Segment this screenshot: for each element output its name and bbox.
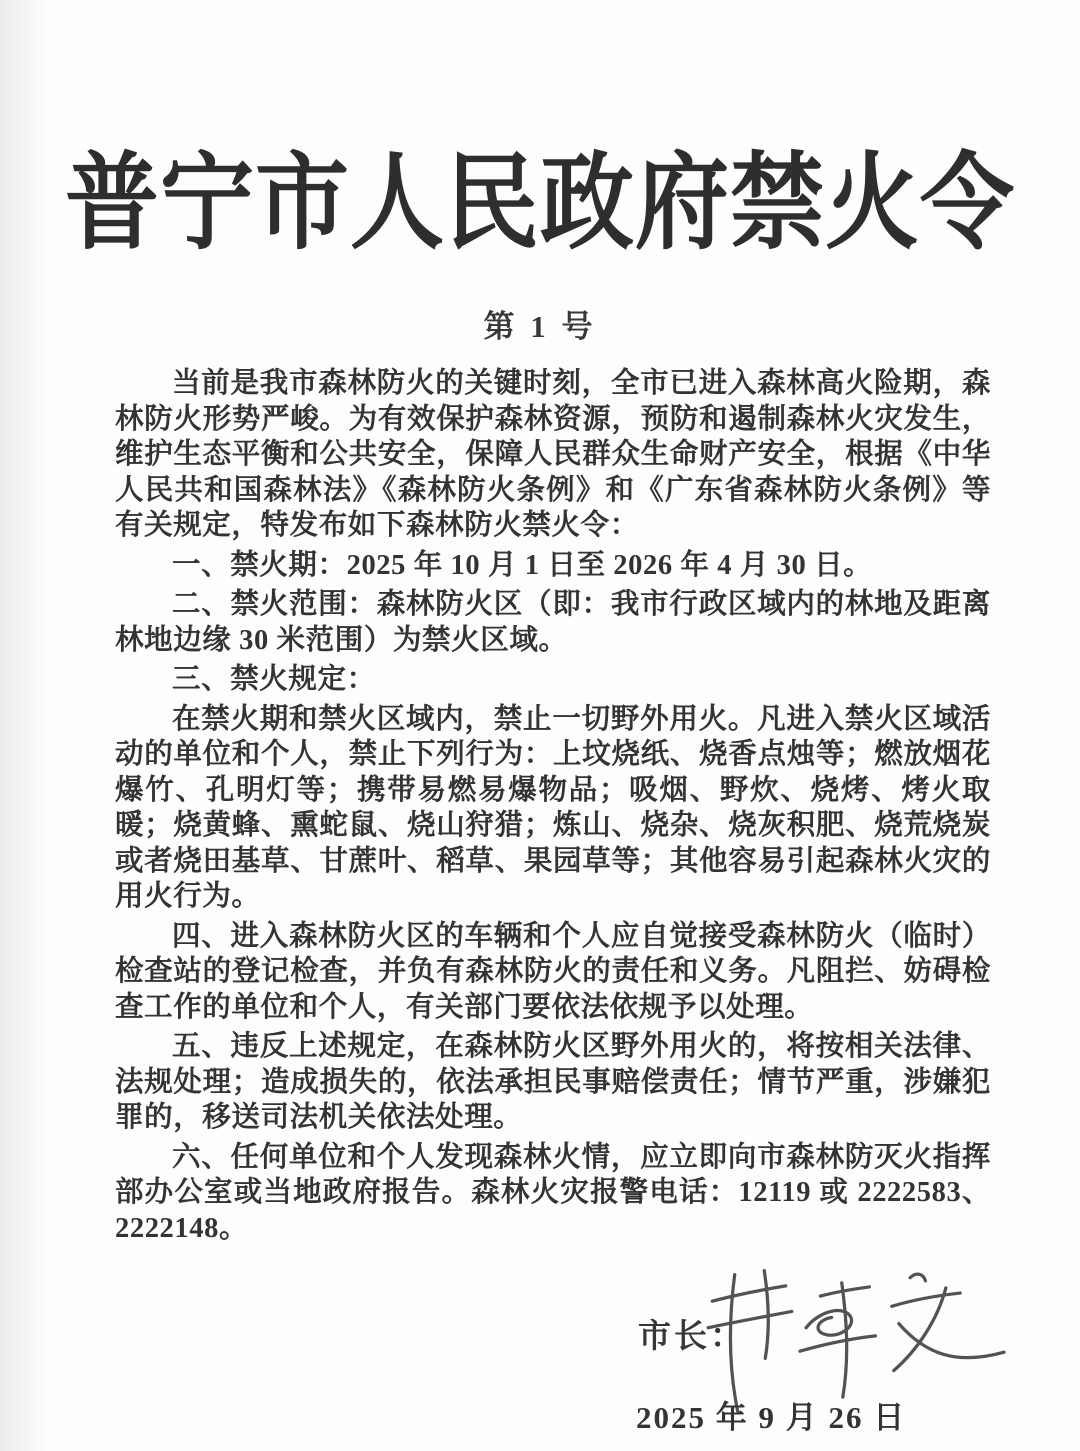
paragraph: 四、进入森林防火区的车辆和个人应自觉接受森林防火（临时）检查站的登记检查，并负有森林防火的责任和义务。凡阻拦、妨碍检查工作的单位和个人，有关部门要依法依规予以处理。 (115, 920, 991, 1023)
paragraph: 五、违反上述规定，在森林防火区野外用火的，将按相关法律、法规处理；造成损失的，依法承担民事赔偿责任；情节严重，涉嫌犯罪的，移送司法机关依法处理。 (115, 1031, 991, 1133)
issue-date: 2025 年 9 月 26 日 (636, 1400, 907, 1435)
paragraph: 当前是我市森林防火的关键时刻，全市已进入森林高火险期，森林防火形势严峻。为有效保护森林资源，预防和遏制森林火灾发生，维护生态平衡和公共安全，保障人民群众生命财产安全，根据《中华人民共和国森林法》《森林防火条例》和《广东省森林防火条例》等有关规定，特发布如下森林防火禁火令： (115, 368, 991, 541)
paragraph: 六、任何单位和个人发现森林火情，应立即向市森林防灭火指挥部办公室或当地政府报告。森林火灾报警电话：12119 或 2222583、2222148。 (115, 1141, 991, 1244)
document-body (115, 366, 991, 1250)
doc-number: 第 1 号 (483, 309, 597, 344)
paragraph: 三、禁火规定： (172, 664, 376, 695)
document-title: 普宁市人民政府禁火令 (64, 146, 1015, 263)
paragraph: 在禁火期和禁火区域内，禁止一切野外用火。凡进入禁火区域活动的单位和个人，禁止下列行为：上坟烧纸、烧香点烛等；燃放烟花爆竹、孔明灯等；携带易燃易爆物品；吸烟、野炊、烧烤、烤火取暖；烧黄蜂、熏蛇鼠、烧山狩猎；炼山、烧杂、烧灰积肥、烧荒烧炭或者烧田基草、甘蔗叶、稻草、果园草等；其他容易引起森林火灾的用火行为。 (115, 703, 991, 912)
paragraph: 一、禁火期：2025 年 10 月 1 日至 2026 年 4 月 30 日。 (172, 549, 873, 581)
paragraph: 二、禁火范围：森林防火区（即：我市行政区域内的林地及距离林地边缘 30 米范围）为禁火区域。 (115, 589, 991, 656)
mayor-label: 市长： (638, 1319, 746, 1355)
